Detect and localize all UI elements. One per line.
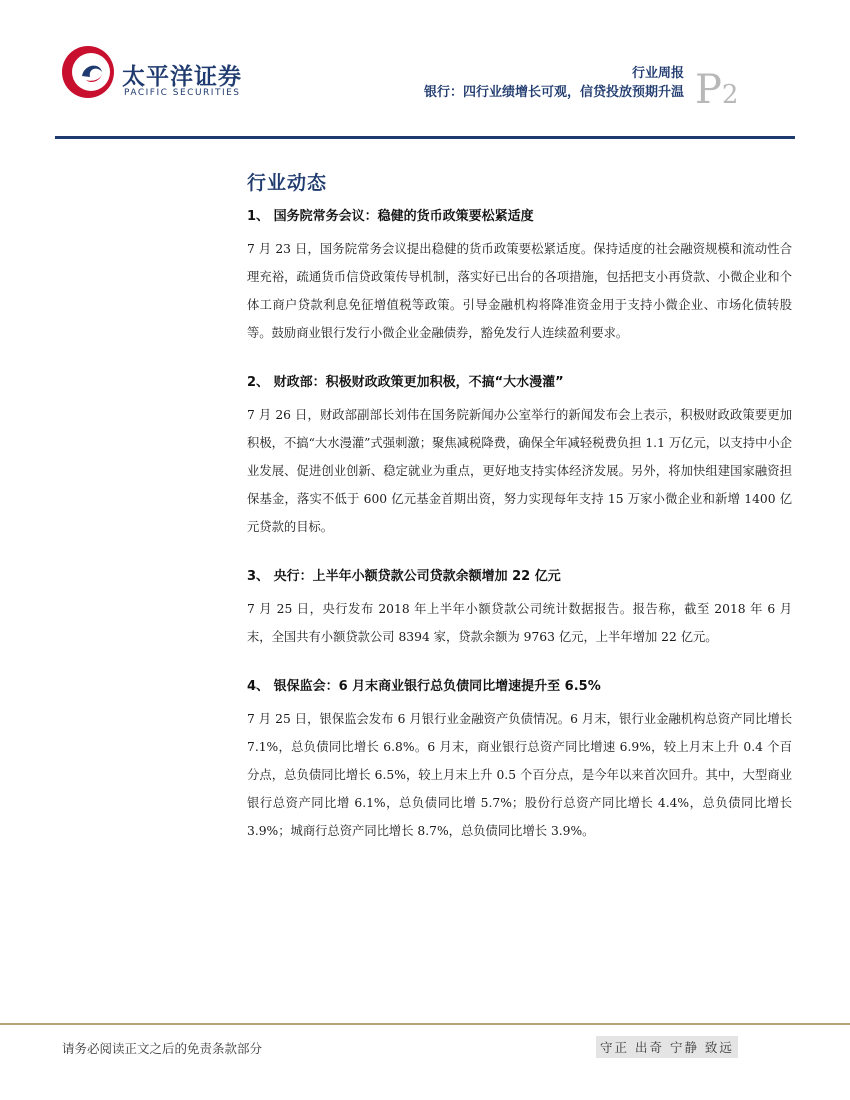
section-title: 行业动态	[247, 172, 328, 194]
news-item	[247, 677, 792, 845]
brand-name-cn: 太平洋证券	[122, 64, 242, 90]
page-digit: 2	[721, 80, 739, 110]
news-heading: 1、 国务院常务会议：稳健的货币政策要松紧适度	[247, 209, 534, 224]
news-heading: 4、 银保监会：6 月末商业银行总负债同比增速提升至 6.5%	[247, 679, 601, 694]
news-body: 7 月 25 日，银保监会发布 6 月银行业金融资产负债情况。6 月末，银行业金融机构总资产同比增长 7.1%，总负债同比增长 6.8%。6 月末，商业银行总资产同比增速 6.9%，较上月末上升 0.4 个百分点，总负债同比增长 6.5%，较上月末上升 0.5 个百分点，是今年以来首次回升。其中，大型商业银行总资产同比增 6.1%，总负债同比增 5.7%；股份行总资产同比增长 4.4%，总负债同比增长 3.9%；城商行总资产同比增长 8.7%，总负债同比增长 3.9%。	[247, 712, 792, 838]
company-motto: 守正 出奇 宁静 致远	[596, 1036, 738, 1058]
report-type: 行业周报	[631, 66, 684, 81]
news-heading: 3、 央行：上半年小额贷款公司贷款余额增加 22 亿元	[247, 569, 561, 584]
disclaimer-note: 请务必阅读正文之后的免责条款部分	[62, 1041, 263, 1056]
main-content	[247, 168, 792, 867]
news-body: 7 月 26 日，财政部副部长刘伟在国务院新闻办公室举行的新闻发布会上表示，积极财政政策要更加积极，不搞“大水漫灌”式强刺激；聚焦减税降费，确保全年减轻税费负担 1.1 万亿元，以支持中小企业发展、促进创业创新、稳定就业为重点，更好地支持实体经济发展。另外，将加快组建国家融资担保基金，落实不低于 600 亿元基金首期出资，努力实现每年支持 15 万家小微企业和新增 1400 亿元贷款的目标。	[247, 408, 792, 534]
page-letter: P	[695, 67, 722, 113]
news-body: 7 月 23 日，国务院常务会议提出稳健的货币政策要松紧适度。保持适度的社会融资规模和流动性合理充裕，疏通货币信贷政策传导机制，落实好已出台的各项措施，包括把支小再贷款、小微企业和个体工商户贷款利息免征增值税等政策。引导金融机构将降准资金用于支持小微企业、市场化债转股等。鼓励商业银行发行小微企业金融债券，豁免发行人连续盈利要求。	[247, 242, 792, 340]
brand-name-en: PACIFIC SECURITIES	[124, 88, 241, 98]
footer-divider	[0, 1023, 850, 1025]
pacific-securities-logo-icon	[60, 44, 116, 100]
news-item	[247, 207, 792, 347]
news-item	[247, 373, 792, 541]
report-title: 银行：四行业绩增长可观，信贷投放预期升温	[423, 85, 684, 100]
news-body: 7 月 25 日，央行发布 2018 年上半年小额贷款公司统计数据报告。报告称，截至 2018 年 6 月末，全国共有小额贷款公司 8394 家，贷款余额为 9763 亿元，上半年增加 22 亿元。	[247, 602, 792, 644]
page-number	[695, 67, 739, 113]
header-divider	[55, 136, 795, 139]
news-heading: 2、 财政部：积极财政政策更加积极，不搞“大水漫灌”	[247, 375, 564, 390]
news-item	[247, 567, 792, 651]
